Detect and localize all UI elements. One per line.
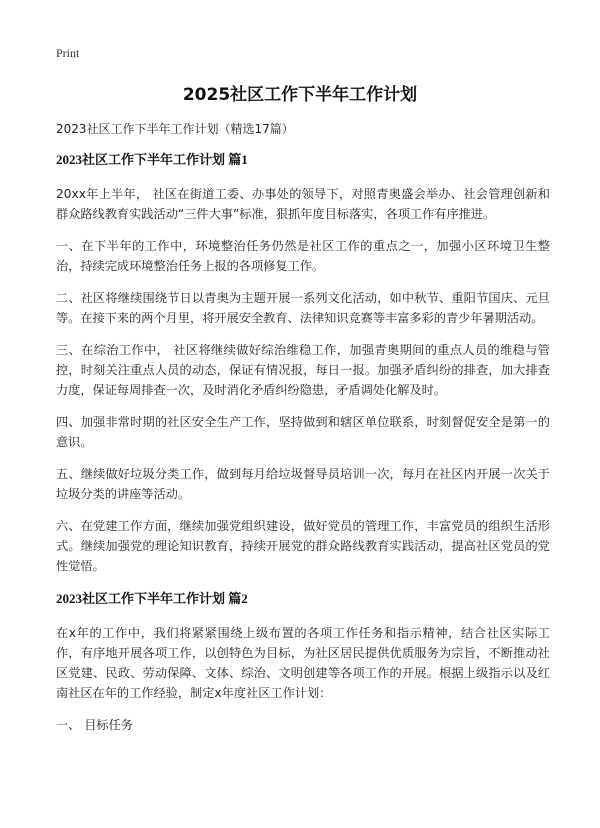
paragraph: 四、加强非常时期的社区安全生产工作，坚持做到和辖区单位联系，时刻督促安全是第一的意识。 xyxy=(56,415,550,449)
paragraph: 三、在综治工作中， 社区将继续做好综治维稳工作，加强青奥期间的重点人员的维稳与管控，时刻关注重点人员的动态，保证有情况报，每日一报。加强矛盾纠纷的排查，加大排查力度，保证每周排查一次，及时消化矛盾纠纷隐患，矛盾调处化解及时。 xyxy=(56,343,550,397)
paragraph: 二、社区将继续围绕节日以青奥为主题开展一系列文化活动，如中秋节、重阳节国庆、元旦等。在接下来的两个月里，将开展安全教育、法律知识竞赛等丰富多彩的青少年暑期活动。 xyxy=(56,291,550,325)
paragraph: 五、继续做好垃圾分类工作，做到每月给垃圾督导员培训一次，每月在社区内开展一次关于垃圾分类的讲座等活动。 xyxy=(56,467,550,501)
paragraph: 一、 目标任务 xyxy=(56,718,133,732)
page-title: 2025社区工作下半年工作计划 xyxy=(182,85,418,105)
paragraph: 20xx年上半年， 社区在街道工委、办事处的领导下，对照青奥盛会举办、社会管理创新和群众路线教育实践活动“三件大事”标准，狠抓年度目标落实，各项工作有序推进。 xyxy=(56,187,550,221)
print-link[interactable]: Print xyxy=(56,46,80,60)
paragraph: 在x年的工作中，我们将紧紧围绕上级布置的各项工作任务和指示精神，结合社区实际工作，有序地开展各项工作，以创特色为目标，为社区居民提供优质服务为宗旨，不断推动社区党建、民政、劳动保障、文体、综治、文明创建等各项工作的开展。根据上级指示以及红南社区在年的工作经验，制定x年度社区工作计划： xyxy=(56,626,550,700)
paragraph: 六、在党建工作方面，继续加强党组织建设，做好党员的管理工作，丰富党员的组织生活形式。继续加强党的理论知识教育，持续开展党的群众路线教育实践活动，提高社区党员的党性觉悟。 xyxy=(56,519,550,573)
document-body xyxy=(56,149,550,747)
section-heading: 2023社区工作下半年工作计划 篇1 xyxy=(56,152,248,167)
section-heading: 2023社区工作下半年工作计划 篇2 xyxy=(56,591,248,606)
page-subtitle: 2023社区工作下半年工作计划（精选17篇） xyxy=(56,122,294,136)
paragraph: 一、在下半年的工作中，环境整治任务仍然是社区工作的重点之一，加强小区环境卫生整治，持续完成环境整治任务上报的各项修复工作。 xyxy=(56,239,550,273)
